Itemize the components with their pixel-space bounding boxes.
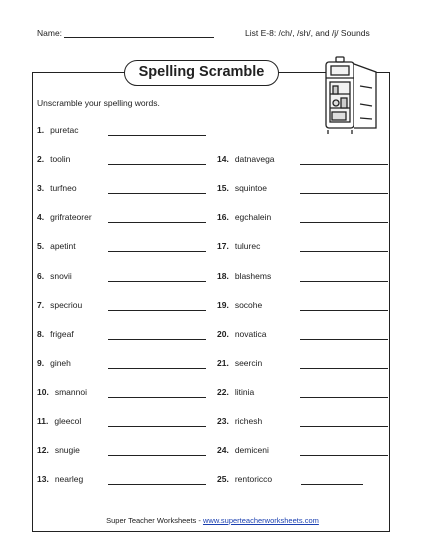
answer-line[interactable]: [108, 222, 206, 223]
refrigerator-icon: [322, 56, 384, 136]
scrambled-word: litinia: [234, 386, 255, 397]
item-number: 11.: [37, 416, 49, 426]
worksheet-title: Spelling Scramble: [124, 60, 279, 86]
footer-text: Super Teacher Worksheets -: [106, 516, 203, 525]
name-label: Name:: [37, 28, 63, 38]
name-line[interactable]: [64, 29, 214, 38]
scrambled-word: snovii: [50, 270, 72, 281]
answer-line[interactable]: [108, 135, 206, 136]
answer-line[interactable]: [300, 426, 388, 427]
footer-link[interactable]: www.superteacherworksheets.com: [202, 516, 319, 525]
list-item: [217, 300, 262, 312]
answer-line[interactable]: [108, 281, 206, 282]
answer-line[interactable]: [300, 310, 388, 311]
list-item: [217, 416, 262, 428]
answer-line[interactable]: [300, 281, 388, 282]
scrambled-word: smannoi: [54, 386, 87, 397]
scrambled-word: blashems: [234, 270, 272, 281]
name-field: [37, 28, 214, 38]
list-item: [37, 300, 82, 312]
item-number: 24.: [217, 445, 229, 456]
answer-line[interactable]: [301, 484, 363, 485]
answer-line[interactable]: [108, 455, 206, 456]
list-item: [37, 329, 74, 341]
answer-line[interactable]: [300, 164, 388, 165]
list-item: [37, 358, 71, 370]
scrambled-word: puretac: [50, 125, 79, 135]
scrambled-word: tulurec: [234, 241, 261, 252]
item-number: 14.: [217, 154, 229, 165]
item-number: 17.: [217, 241, 229, 252]
answer-line[interactable]: [108, 426, 206, 427]
scrambled-word: apetint: [50, 241, 76, 252]
answer-line[interactable]: [108, 193, 206, 194]
answer-line[interactable]: [108, 484, 206, 485]
item-number: 13.: [37, 474, 49, 485]
item-number: 7.: [37, 299, 45, 310]
list-item: [37, 125, 78, 137]
list-item: [37, 154, 70, 166]
scrambled-word: turfneo: [50, 183, 77, 194]
answer-line[interactable]: [300, 193, 388, 194]
scrambled-word: frigeaf: [50, 328, 74, 339]
answer-line[interactable]: [108, 397, 206, 398]
scrambled-word: novatica: [234, 328, 267, 339]
answer-line[interactable]: [108, 310, 206, 311]
item-number: 21.: [217, 357, 229, 368]
item-number: 10.: [37, 386, 49, 397]
list-item: [217, 241, 260, 253]
answer-line[interactable]: [108, 251, 206, 252]
list-item: [217, 329, 267, 341]
list-item: [217, 271, 271, 283]
scrambled-word: gineh: [50, 357, 71, 368]
answer-line[interactable]: [300, 222, 388, 223]
list-item: [37, 212, 92, 224]
scrambled-word: snugie: [54, 445, 80, 456]
scrambled-word: rentoricco: [234, 474, 273, 485]
instructions: Unscramble your spelling words.: [37, 98, 160, 108]
item-number: 16.: [217, 212, 229, 223]
list-item: [217, 445, 269, 457]
item-number: 23.: [217, 416, 229, 426]
answer-line[interactable]: [300, 455, 388, 456]
item-number: 1.: [37, 125, 45, 135]
answer-line[interactable]: [300, 397, 388, 398]
list-item: [217, 358, 262, 370]
item-number: 20.: [217, 328, 229, 339]
list-item: [37, 416, 81, 428]
item-number: 18.: [217, 270, 229, 281]
item-number: 15.: [217, 183, 229, 194]
item-number: 3.: [37, 183, 45, 194]
scrambled-word: egchalein: [234, 212, 272, 223]
scrambled-word: nearleg: [54, 474, 84, 485]
footer: [0, 516, 425, 525]
list-item: [37, 241, 76, 253]
item-number: 8.: [37, 328, 45, 339]
scrambled-word: seercin: [234, 357, 263, 368]
answer-line[interactable]: [300, 368, 388, 369]
scrambled-word: toolin: [50, 154, 71, 165]
item-number: 19.: [217, 299, 229, 310]
scrambled-word: richesh: [234, 416, 263, 426]
item-number: 2.: [37, 154, 45, 165]
scrambled-word: datnavega: [234, 154, 275, 165]
item-number: 4.: [37, 212, 45, 223]
item-number: 22.: [217, 386, 229, 397]
item-number: 5.: [37, 241, 45, 252]
list-item: [217, 154, 275, 166]
list-item: [217, 183, 267, 195]
list-item: [217, 474, 272, 486]
scrambled-word: socohe: [234, 299, 263, 310]
list-item: [37, 387, 87, 399]
list-item: [37, 271, 72, 283]
scrambled-word: specriou: [50, 299, 83, 310]
answer-line[interactable]: [108, 339, 206, 340]
list-item: [37, 445, 80, 457]
item-number: 6.: [37, 270, 45, 281]
list-item: [37, 474, 83, 486]
answer-line[interactable]: [108, 164, 206, 165]
list-item: [37, 183, 77, 195]
list-label: List E-8: /ch/, /sh/, and /j/ Sounds: [245, 28, 370, 38]
answer-line[interactable]: [108, 368, 206, 369]
item-number: 9.: [37, 357, 45, 368]
scrambled-word: squintoe: [234, 183, 267, 194]
list-item: [217, 387, 254, 399]
scrambled-word: gleecol: [54, 416, 82, 426]
scrambled-word: demiceni: [234, 445, 269, 456]
answer-line[interactable]: [300, 339, 388, 340]
scrambled-word: grifrateorer: [50, 212, 92, 223]
answer-line[interactable]: [300, 251, 388, 252]
item-number: 25.: [217, 474, 229, 485]
worksheet-frame: [32, 72, 390, 532]
list-item: [217, 212, 271, 224]
item-number: 12.: [37, 445, 49, 456]
